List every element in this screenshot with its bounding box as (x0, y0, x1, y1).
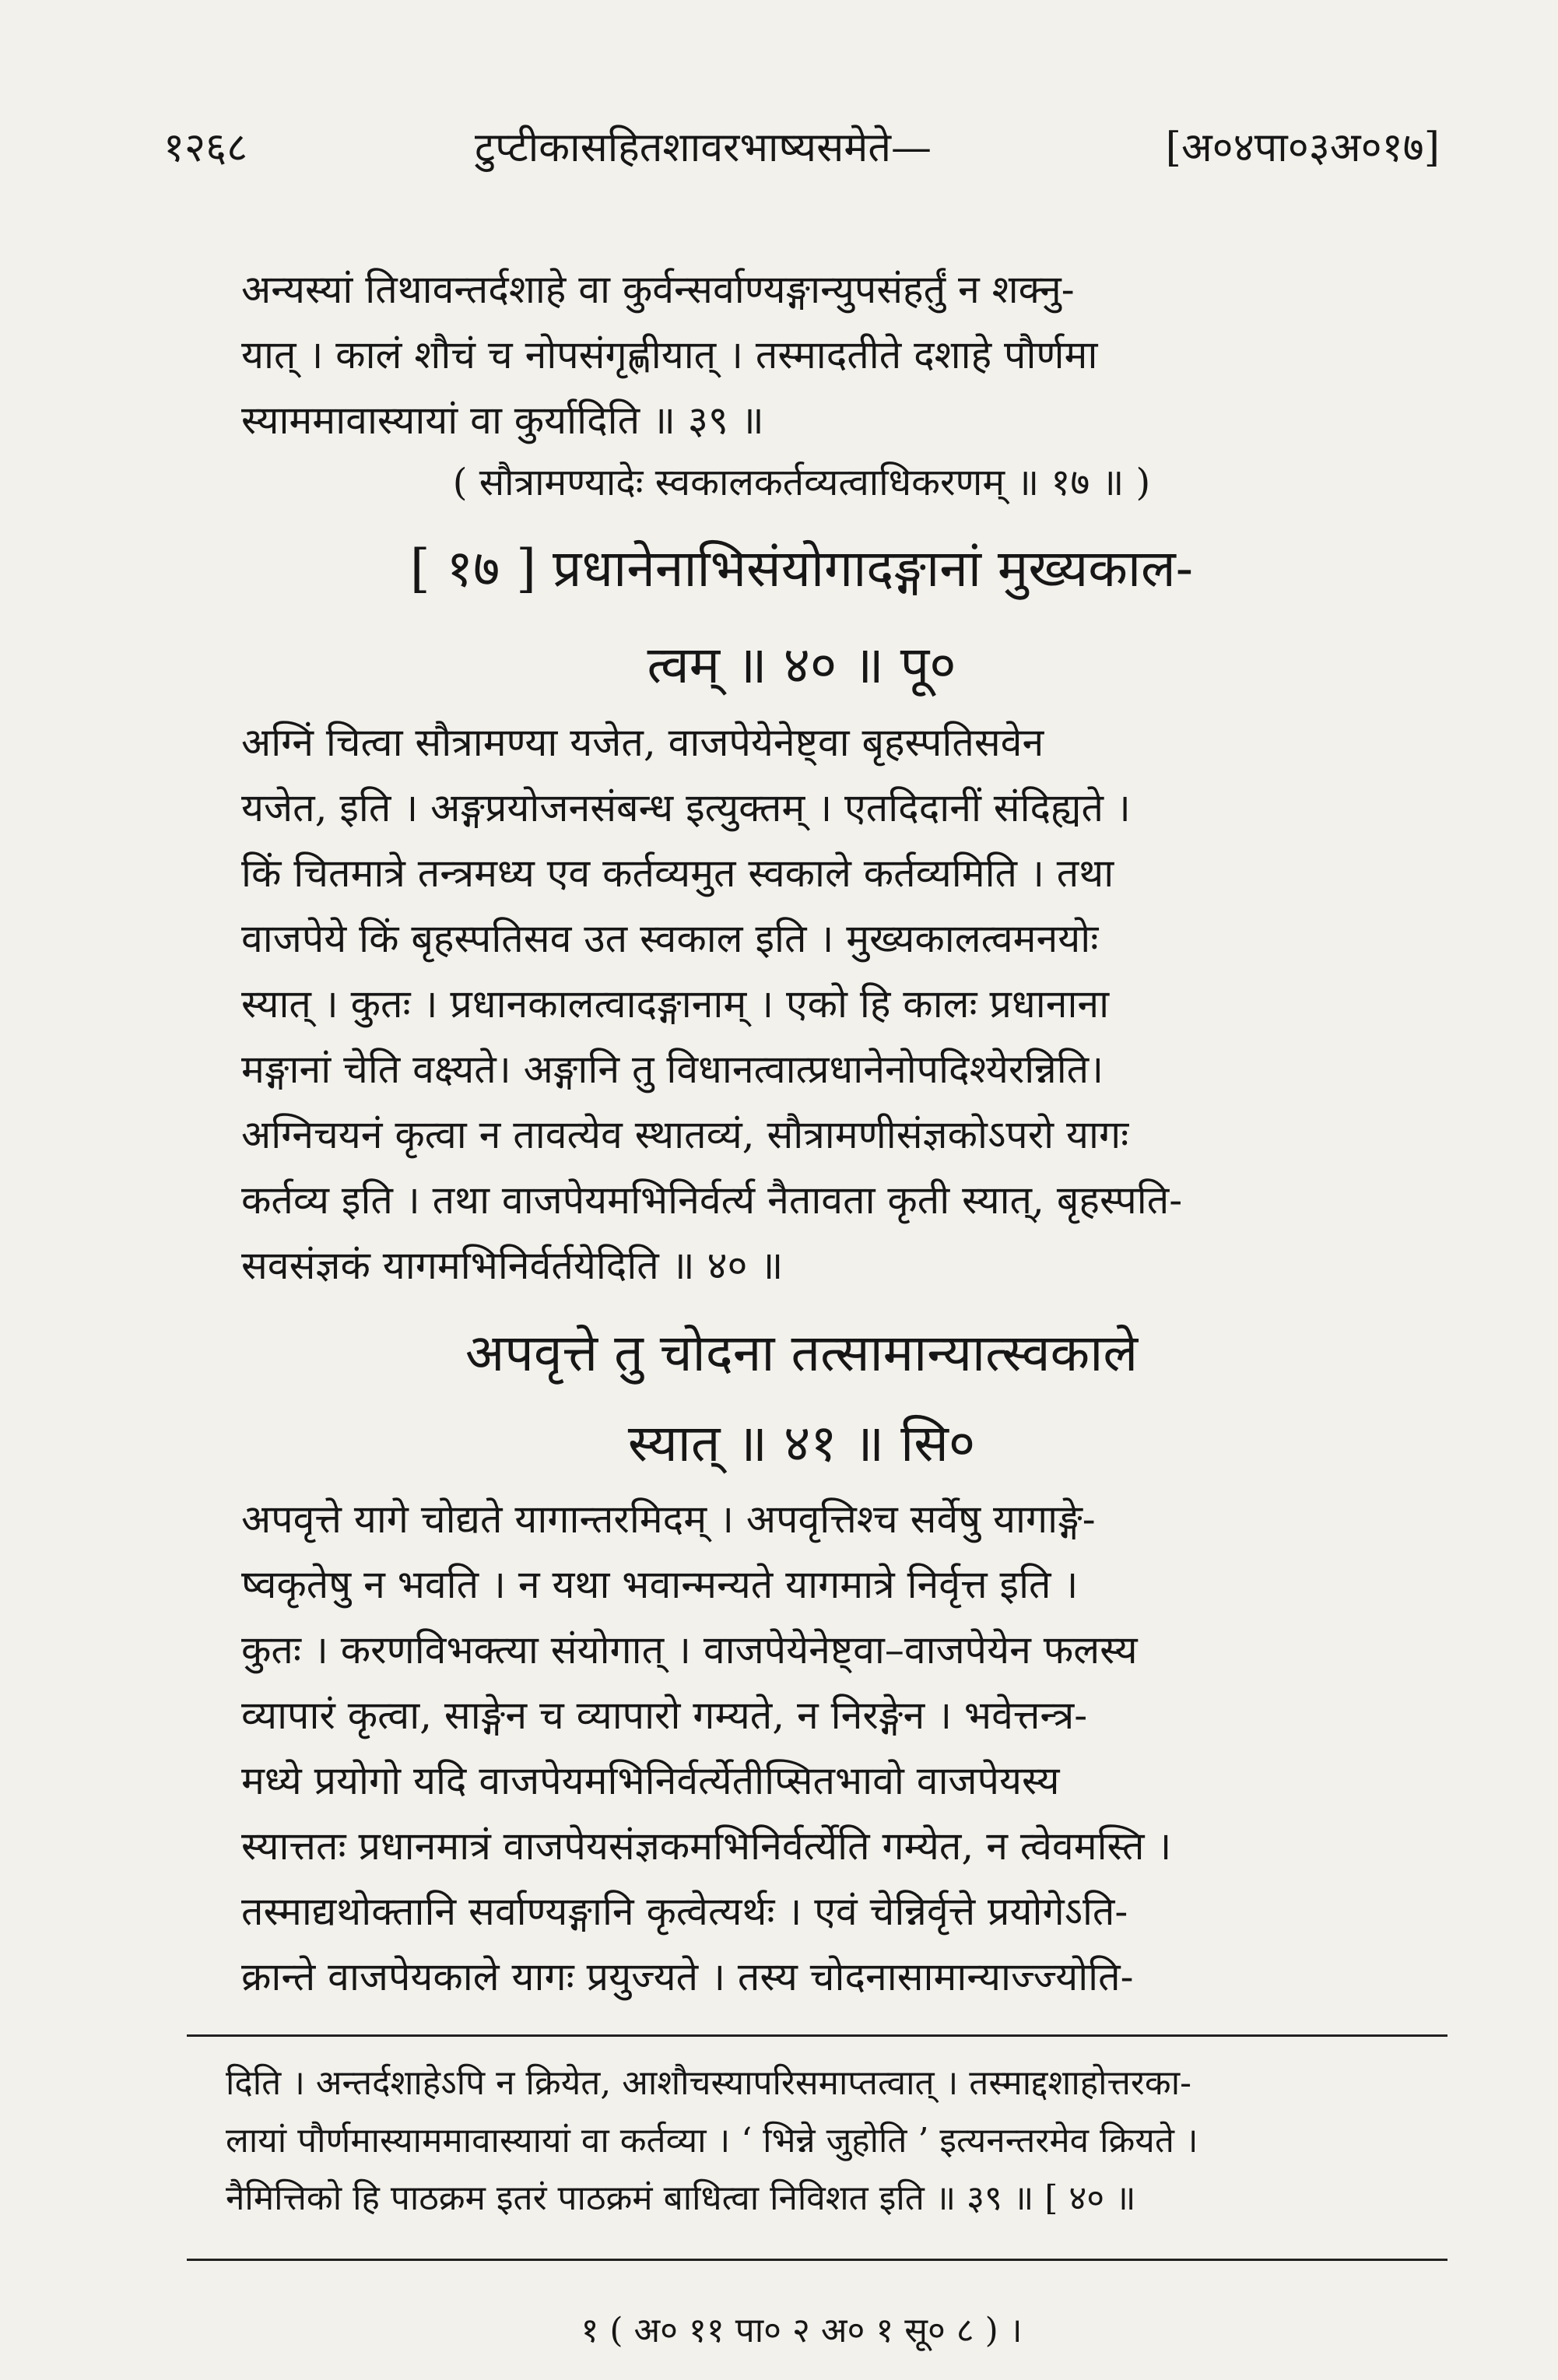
text-line: अग्निं चित्वा सौत्रामण्या यजेत, वाजपेयेनेष्ट्वा बृहस्पतिसवेन (241, 720, 1044, 765)
footnote-line: दिति । अन्तर्दशाहेऽपि न क्रियेत, आशौचस्यापरिसमाप्तत्वात् । तस्माद्दशाहोत्तरका- (226, 2063, 1191, 2103)
text-line: व्यापारं कृत्वा, साङ्गेन च व्यापारो गम्यते, न निरङ्गेन । भवेत्तन्त्र- (241, 1693, 1088, 1738)
text-line: मङ्गानां चेति वक्ष्यते। अङ्गानि तु विधानत्वात्प्रधानेनोपदिश्येरन्निति। (241, 1047, 1104, 1092)
page-number: १२६८ (163, 125, 248, 171)
adhikarana-heading: ( सौत्रामण्यादेः स्वकालकर्तव्यत्वाधिकरणम् ॥ १७ ॥ ) (452, 461, 1151, 504)
bhashya-paragraph-40 (241, 710, 1409, 1298)
text-line: सवसंज्ञकं यागमभिनिर्वर्तयेदिति ॥ ४० ॥ (241, 1243, 784, 1288)
text-line: स्यात्ततः प्रधानमात्रं वाजपेयसंज्ञकमभिनिर्वर्त्येति गम्येत, न त्वेवमस्ति । (241, 1824, 1172, 1869)
commentary-paragraph-39 (241, 257, 1409, 453)
running-header (163, 117, 1440, 179)
text-line: अग्निचयनं कृत्वा न तावत्येव स्थातव्यं, सौत्रामणीसंज्ञकोऽपरो यागः (241, 1112, 1129, 1157)
sutra-40-line-2: त्वम् ॥ ४० ॥ पू० (647, 635, 956, 695)
sutra-41-line-2: स्यात् ॥ ४१ ॥ सि० (627, 1413, 976, 1473)
text-line: मध्ये प्रयोगो यदि वाजपेयमभिनिर्वर्त्येतीप्सितभावो वाजपेयस्य (241, 1758, 1060, 1803)
text-line: क्रान्ते वाजपेयकाले यागः प्रयुज्यते । तस्य चोदनासामान्याज्ज्योति- (241, 1954, 1134, 1999)
text-line: कुतः । करणविभक्त्या संयोगात् । वाजपेयेनेष्ट्वा–वाजपेयेन फलस्य (241, 1627, 1138, 1673)
running-title: टुप्टीकासहितशावरभाष्यसमेते— (475, 125, 932, 171)
section-reference: [अ०४पा०३अ०१७] (1165, 125, 1440, 171)
text-line: स्यात् । कुतः । प्रधानकालत्वादङ्गानाम् । एको हि कालः प्रधानाना (241, 981, 1110, 1027)
bhashya-paragraph-41 (241, 1487, 1409, 2010)
text-line: किं चितमात्रे तन्त्रमध्य एव कर्तव्यमुत स्वकाले कर्तव्यमिति । तथा (241, 851, 1114, 896)
text-line: अपवृत्ते यागे चोद्यते यागान्तरमिदम् । अपवृत्तिश्च सर्वेषु यागाङ्गे- (241, 1497, 1096, 1542)
text-line: वाजपेये किं बृहस्पतिसव उत स्वकाल इति । मुख्यकालत्वमनयोः (241, 916, 1099, 961)
text-line: अन्यस्यां तिथावन्तर्दशाहे वा कुर्वन्सर्वाण्यङ्गान्युपसंहर्तुं न शक्नु- (241, 267, 1075, 312)
footnote (226, 2055, 1455, 2227)
footnote-line: लायां पौर्णमास्याममावास्यायां वा कर्तव्या । ‘ भिन्ने जुहोति ’ इत्यनन्तरमेव क्रियते । (226, 2121, 1198, 2161)
text-line: कर्तव्य इति । तथा वाजपेयमभिनिर्वर्त्य नैतावता कृती स्यात्, बृहस्पति- (241, 1178, 1183, 1223)
source-divider (187, 2259, 1447, 2261)
text-line: स्याममावास्यायां वा कुर्यादिति ॥ ३९ ॥ (241, 398, 764, 443)
text-line: यात् । कालं शौचं च नोपसंगृह्णीयात् । तस्मादतीते दशाहे पौर्णमा (241, 332, 1098, 377)
footnote-line: नैमित्तिको हि पाठक्रम इतरं पाठक्रमं बाधित्वा निविशत इति ॥ ३९ ॥ [ ४० ॥ (226, 2178, 1136, 2218)
text-line: यजेत, इति । अङ्गप्रयोजनसंबन्ध इत्युक्तम् । एतदिदानीं संदिह्यते । (241, 785, 1131, 830)
text-line: ष्वकृतेषु न भवति । न यथा भवान्मन्यते यागमात्रे निर्वृत्त इति । (241, 1562, 1079, 1607)
sutra-41-line-1: अपवृत्ते तु चोदना तत्सामान्यात्स्वकाले (465, 1323, 1139, 1383)
footnote-divider (187, 2034, 1447, 2037)
source-reference: १ ( अ० ११ पा० २ अ० १ सू० ८ ) । (581, 2311, 1023, 2350)
text-line: तस्माद्यथोक्तानि सर्वाण्यङ्गानि कृत्वेत्यर्थः । एवं चेन्निर्वृत्ते प्रयोगेऽति- (241, 1889, 1128, 1934)
sutra-40-line-1: [ १७ ] प्रधानेनाभिसंयोगादङ्गानां मुख्यकाल- (409, 539, 1194, 599)
